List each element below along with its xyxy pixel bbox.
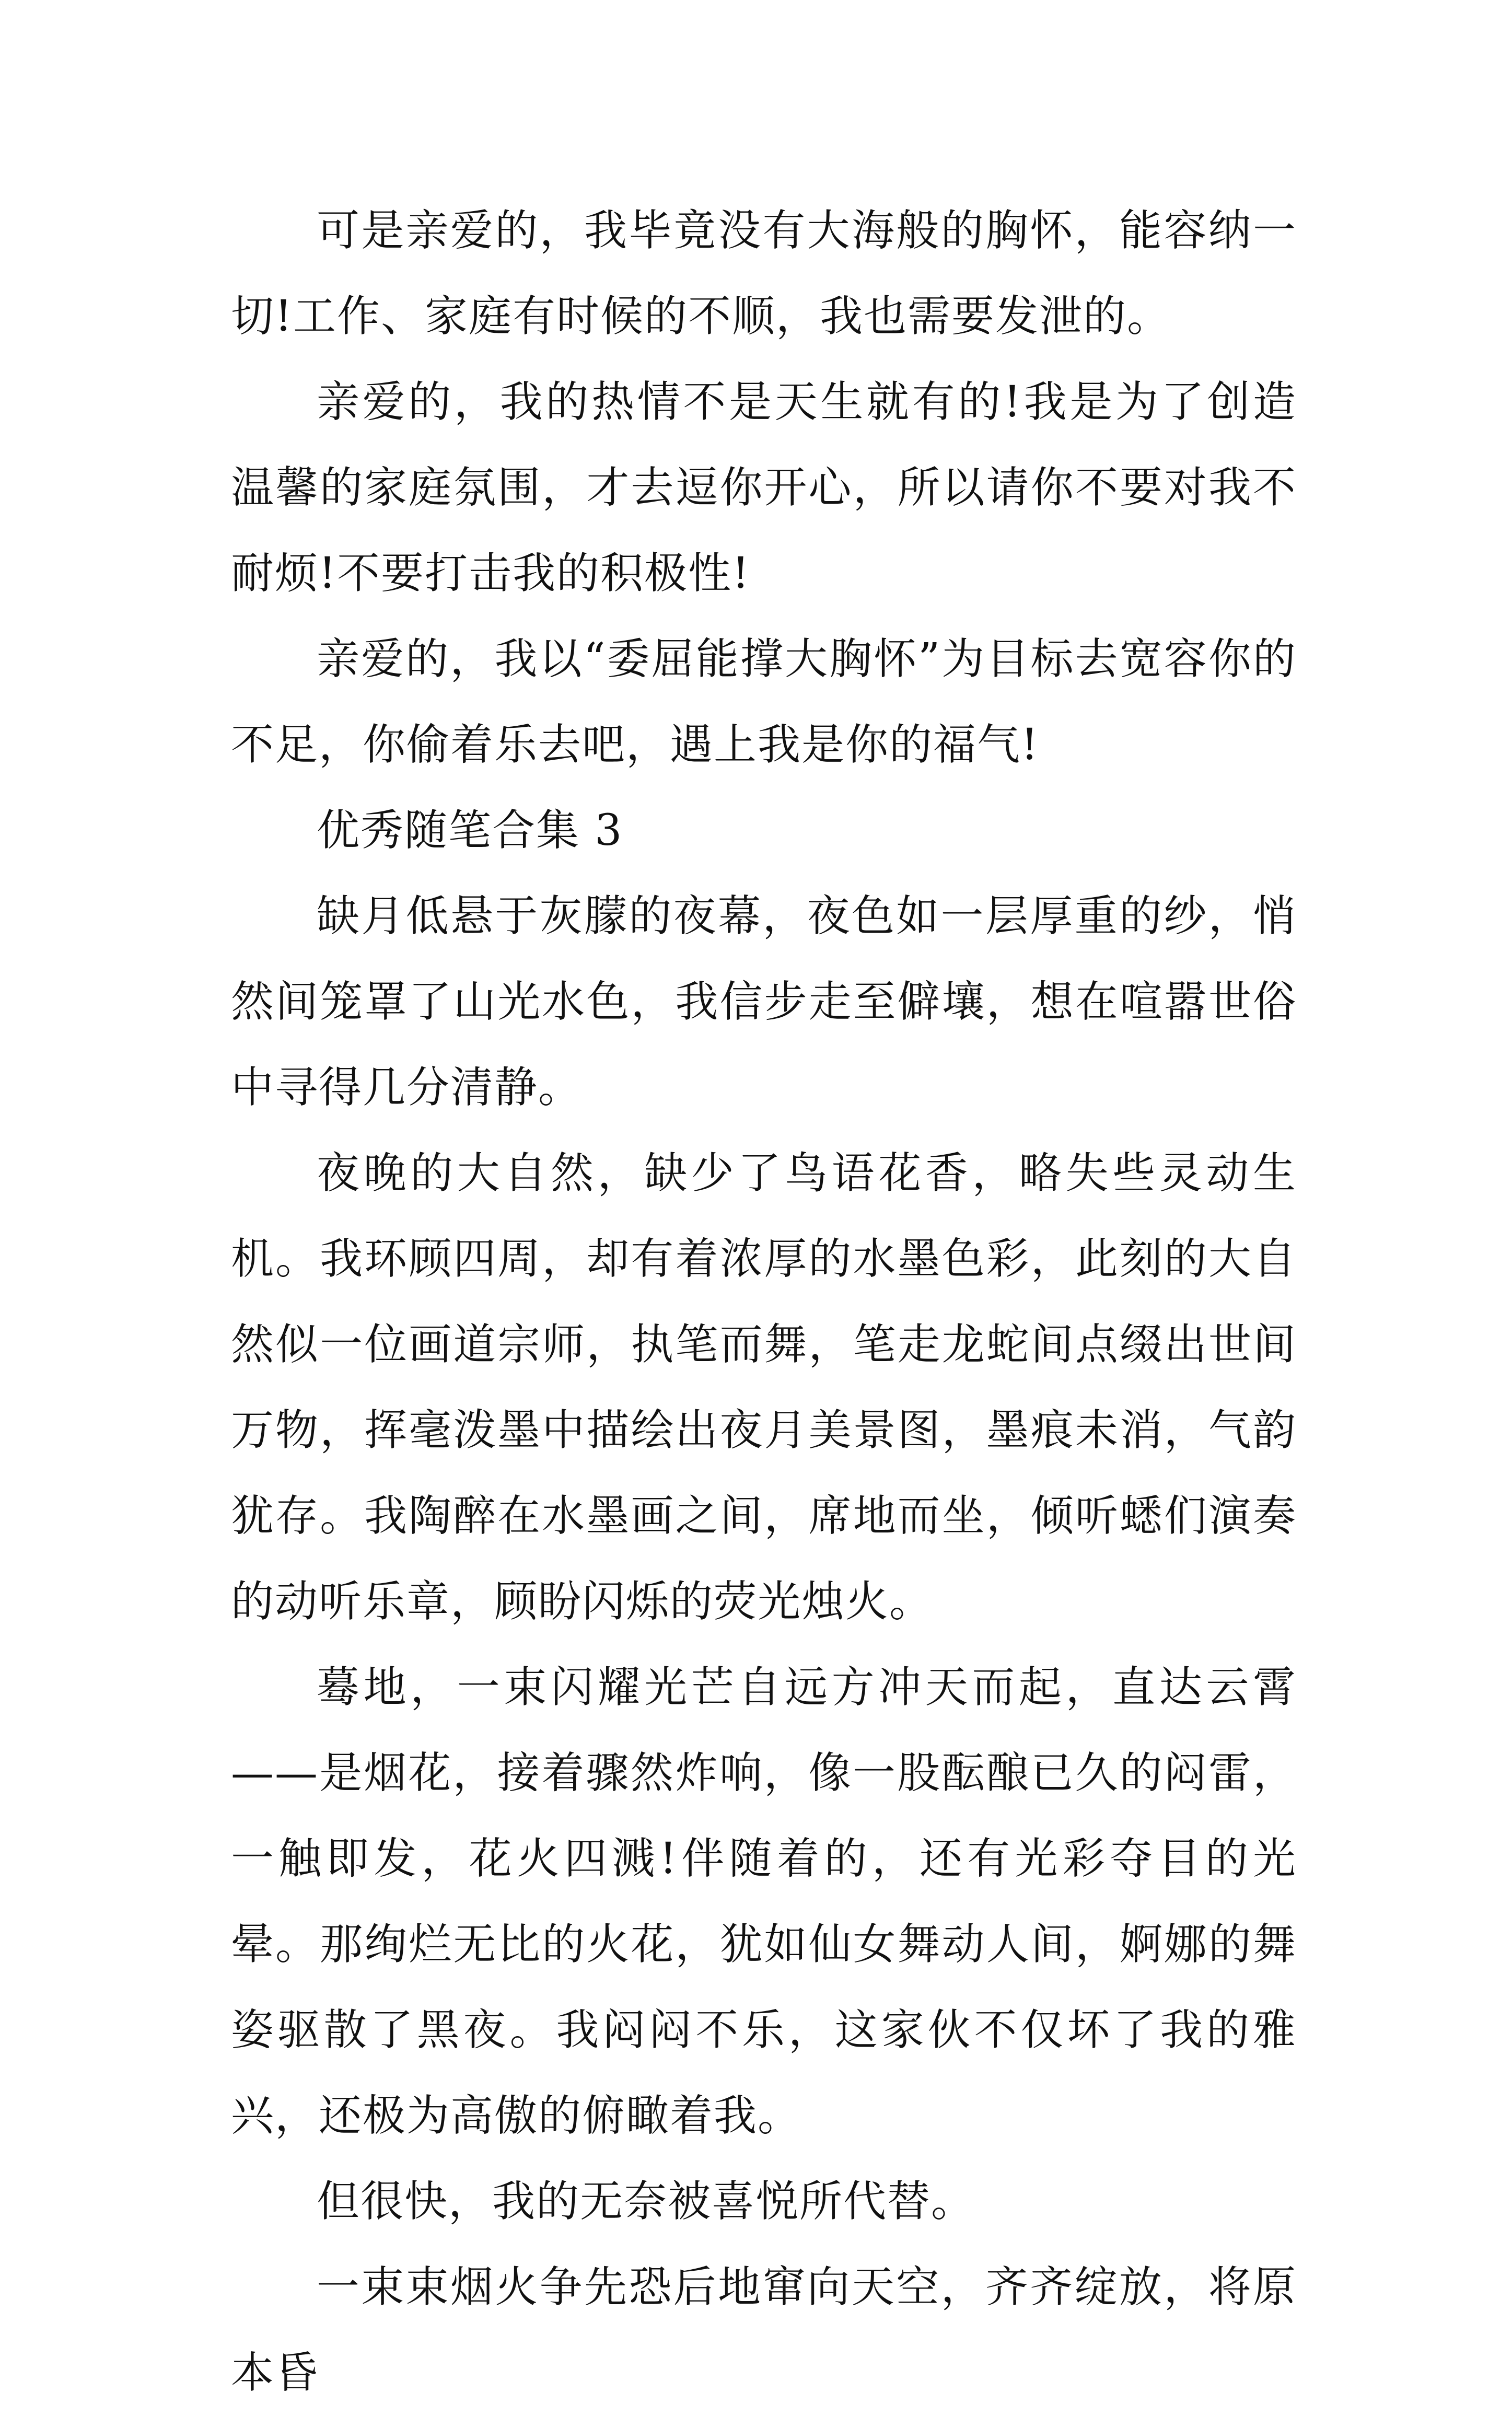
paragraph-4: 缺月低悬于灰朦的夜幕，夜色如一层厚重的纱，悄然间笼罩了山光水色，我信步走至僻壤，想在喧嚣世俗中寻得几分清静。 [231,891,1297,1112]
paragraph-2: 亲爱的，我的热情不是天生就有的!我是为了创造温馨的家庭氛围，才去逗你开心，所以请你不要对我不耐烦!不要打击我的积极性! [231,377,1297,598]
paragraph-5: 夜晚的大自然，缺少了鸟语花香，略失些灵动生机。我环顾四周，却有着浓厚的水墨色彩，此刻的大自然似一位画道宗师，执笔而舞，笔走龙蛇间点缀出世间万物，挥毫泼墨中描绘出夜月美景图，墨痕未消，气韵犹存。我陶醉在水墨画之间，席地而坐，倾听蟋们演奏的动听乐章，顾盼闪烁的荧光烛火。 [231,1148,1297,1627]
paragraph-7: 但很快，我的无奈被喜悦所代替。 [317,2177,975,2226]
section-heading: 优秀随笔合集 3 [317,806,623,855]
paragraph-3: 亲爱的，我以“委屈能撑大胸怀”为目标去宽容你的不足，你偷着乐去吧，遇上我是你的福气! [231,634,1297,770]
body-text [231,188,1297,2416]
paragraph-6: 蓦地，一束闪耀光芒自远方冲天而起，直达云霄——是烟花，接着骤然炸响，像一股酝酿已久的闷雷，一触即发，花火四溅!伴随着的，还有光彩夺目的光晕。那绚烂无比的火花，犹如仙女舞动人间，婀娜的舞姿驱散了黑夜。我闷闷不乐，这家伙不仅坏了我的雅兴，还极为高傲的俯瞰着我。 [231,1663,1297,2141]
paragraph-8: 一束束烟火争先恐后地窜向天空，齐齐绽放，将原本昏 [231,2262,1297,2398]
paragraph-1: 可是亲爱的，我毕竟没有大海般的胸怀，能容纳一切!工作、家庭有时候的不顺，我也需要发泄的。 [231,206,1297,341]
